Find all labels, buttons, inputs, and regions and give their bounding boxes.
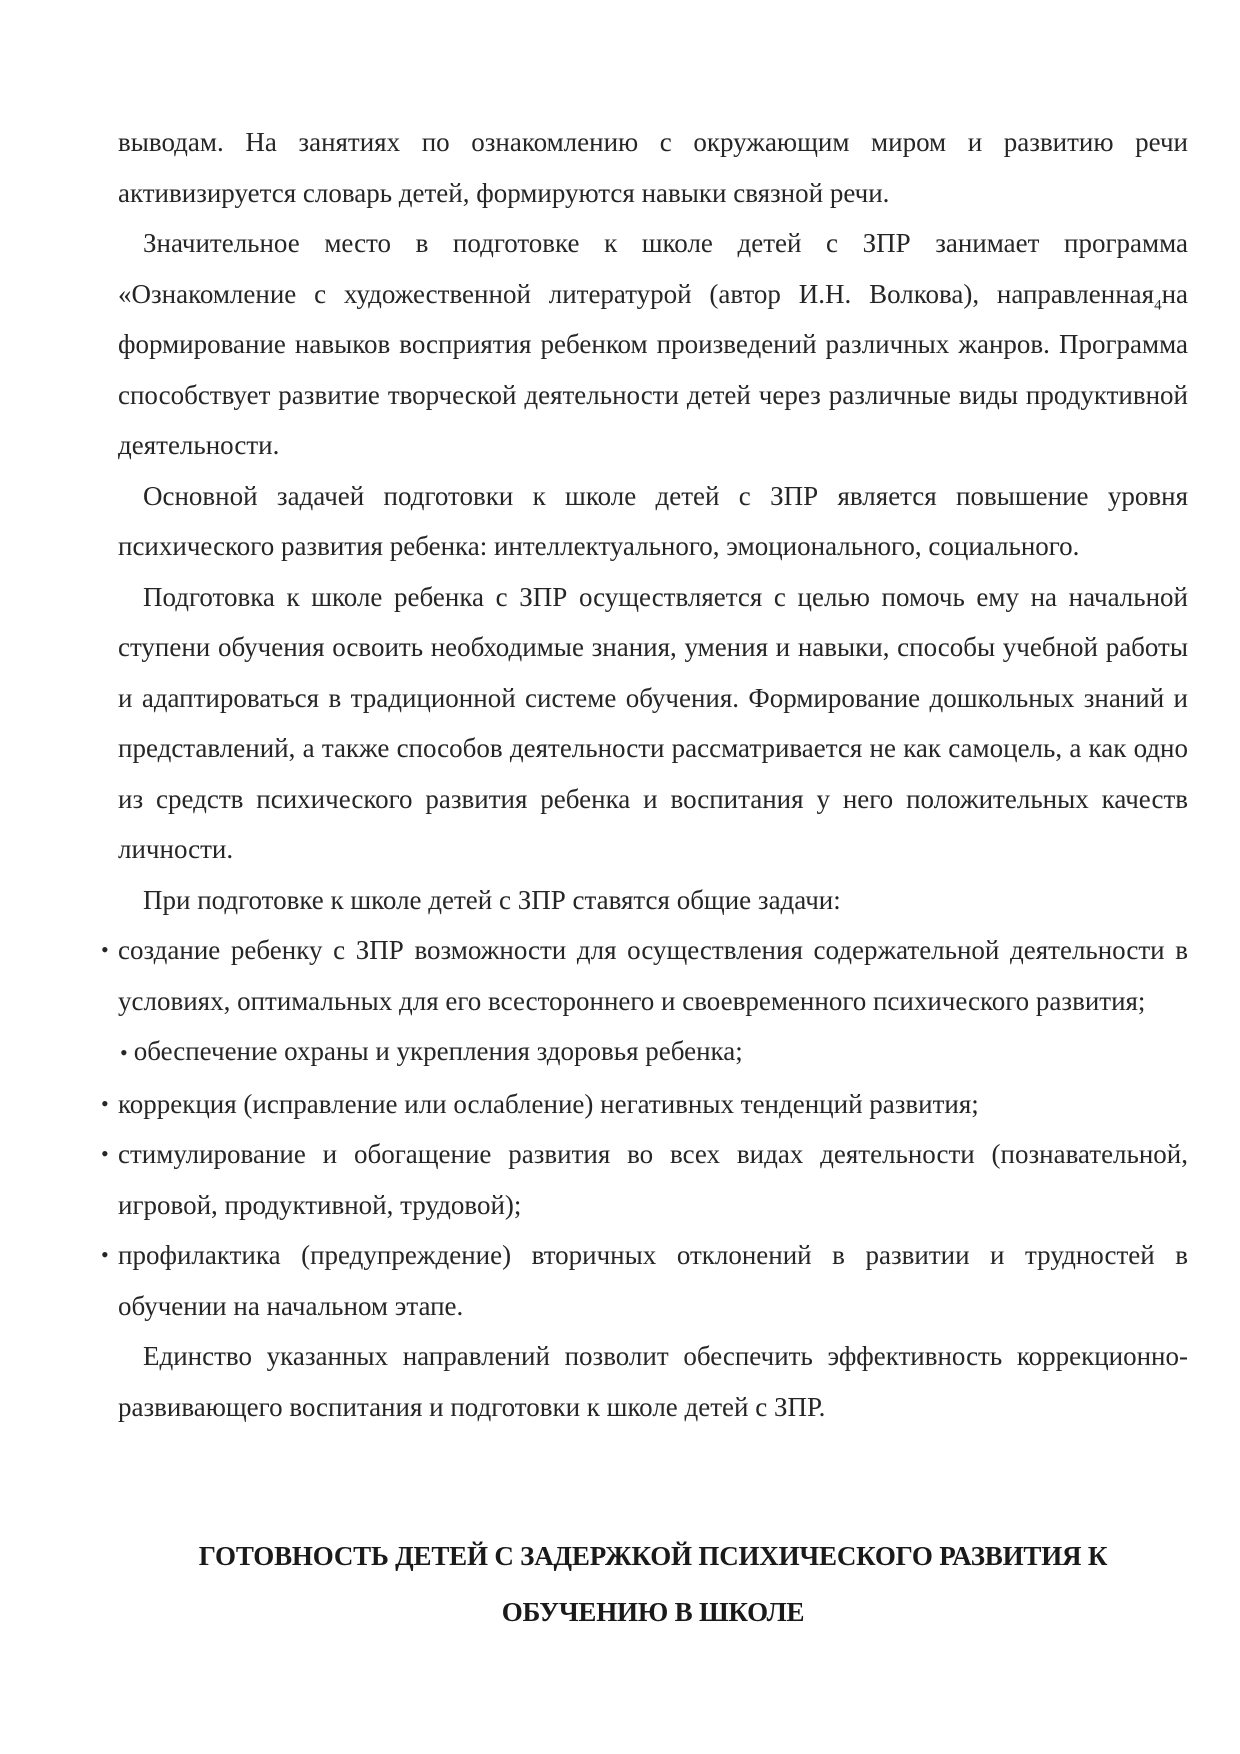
- list-item: [101, 1129, 1188, 1230]
- list-item: [101, 925, 1188, 1026]
- bullet-icon: •: [101, 1090, 109, 1116]
- list-item-text: стимулирование и обогащение развития во всех видах деятельности (познавательной, игровой, продуктивной, трудовой);: [118, 1139, 1188, 1220]
- section-heading: [118, 1528, 1188, 1640]
- list-item-text: обеспечение охраны и укрепления здоровья ребенка;: [133, 1036, 743, 1066]
- list-item: [118, 1026, 1188, 1079]
- list-item-text: профилактика (предупреждение) вторичных отклонений в развитии и трудностей в обучении на начальном этапе.: [118, 1240, 1188, 1321]
- paragraph-literature-program-start: Значительное место в подготовке к школе детей с ЗПР занимает программа «Ознакомление с художественной литературой (автор И.Н. Волкова), направленная: [118, 228, 1188, 309]
- paragraph-tasks-intro: При подготовке к школе детей с ЗПР ставятся общие задачи:: [143, 884, 841, 915]
- paragraph-preparation-goal: Подготовка к школе ребенка с ЗПР осуществляется с целью помочь ему на начальной ступени обучения освоить необходимые знания, умения и навыки, способы учебной работы и адаптироваться в традиционной системе обучения. Формирование дошкольных знаний и представлений, а также способов деятельности рассматривается не как самоцель, а как одно из средств психического развития ребенка и воспитания у него положительных качеств личности.: [118, 581, 1188, 864]
- paragraph-conclusion: Единство указанных направлений позволит обеспечить эффективность коррекционно-развивающего воспитания и подготовки к школе детей с ЗПР.: [118, 1341, 1188, 1422]
- footnote-mark: 4: [1154, 296, 1162, 313]
- list-item: [101, 1079, 1188, 1130]
- list-item-text: коррекция (исправление или ослабление) негативных тенденций развития;: [118, 1088, 979, 1119]
- paragraph-main-task: Основной задачей подготовки к школе детей с ЗПР является повышение уровня психического развития ребенка: интеллектуального, эмоционального, социального.: [118, 480, 1188, 561]
- section-heading-line-1: ГОТОВНОСТЬ ДЕТЕЙ С ЗАДЕРЖКОЙ ПСИХИЧЕСКОГО РАЗВИТИЯ К: [198, 1541, 1108, 1571]
- paragraph-continued: выводам. На занятиях по ознакомлению с окружающим миром и развитию речи активизируется словарь детей, формируются навыки связной речи.: [118, 127, 1188, 208]
- list-item-text: создание ребенку с ЗПР возможности для осуществления содержательной деятельности в условиях, оптимальных для его всестороннего и своевременного психического развития;: [118, 935, 1188, 1016]
- body-text: [101, 117, 1188, 1432]
- bullet-icon: •: [101, 1242, 109, 1267]
- bullet-icon: •: [101, 1141, 109, 1166]
- tasks-list: [101, 925, 1188, 1331]
- bullet-icon: •: [101, 937, 109, 962]
- section-heading-line-2: ОБУЧЕНИЮ В ШКОЛЕ: [501, 1597, 805, 1627]
- bullet-icon: •: [120, 1040, 128, 1065]
- paragraph-literature-program: [118, 218, 1188, 471]
- paragraph-literature-program-end: на формирование навыков восприятия ребенком произведений различных жанров. Программа способствует развитие творческой деятельности детей через различные виды продуктивной деятельности.: [118, 278, 1188, 460]
- list-item: [101, 1230, 1188, 1331]
